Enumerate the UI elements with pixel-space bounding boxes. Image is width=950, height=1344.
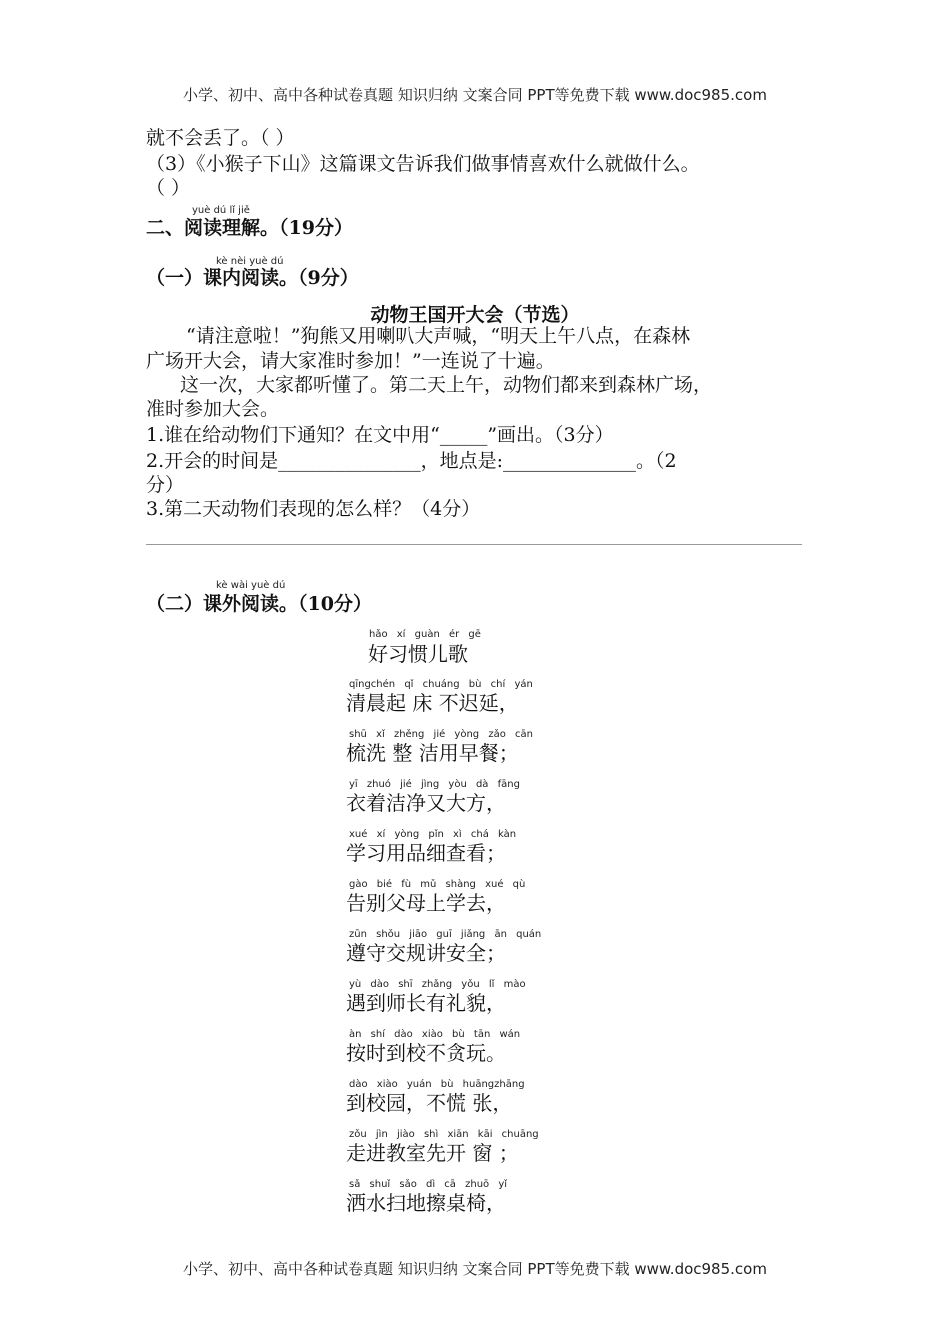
question-line: 分）	[146, 474, 185, 496]
question-line: （ ）	[146, 177, 191, 199]
poem-line: 到校园，不慌 张，	[346, 1091, 513, 1115]
poem-line: 走进教室先开 窗 ；	[346, 1141, 519, 1165]
poem-line: 按时到校不贪玩。	[346, 1041, 506, 1065]
poem-title: 好习惯儿歌	[368, 642, 468, 666]
passage-line: 这一次，大家都听懂了。第二天上午，动物们都来到森林广场，	[180, 374, 713, 396]
pinyin-annotation: xué xí yòng pǐn xì chá kàn	[349, 829, 517, 840]
subsection-heading: （二）课外阅读。（10分）	[146, 593, 372, 615]
pinyin-annotation: shū xǐ zhěng jié yòng zǎo cān	[349, 729, 533, 740]
question-line: 就不会丢了。（ ）	[146, 127, 295, 149]
section-heading: 二、阅读理解。（19分）	[146, 217, 353, 239]
question-line: 1.谁在给动物们下通知？在文中用“_____”画出。（3分）	[146, 424, 614, 446]
question-line: 3.第二天动物们表现的怎么样？（4分）	[146, 498, 481, 520]
poem-line: 衣着洁净又大方，	[346, 791, 506, 815]
poem-line: 清晨起 床 不迟延，	[346, 691, 519, 715]
passage-line: 准时参加大会。	[146, 398, 280, 420]
pinyin-annotation: kè nèi yuè dú	[216, 256, 284, 267]
poem-line: 洒水扫地擦桌椅，	[346, 1191, 506, 1215]
poem-line: 告别父母上学去，	[346, 891, 506, 915]
pinyin-annotation: yuè dú lǐ jiě	[192, 205, 250, 216]
pinyin-annotation: qīngchén qǐ chuáng bù chí yán	[349, 679, 533, 690]
pinyin-annotation: sǎ shuǐ sǎo dì cā zhuō yǐ	[349, 1179, 508, 1190]
passage-title: 动物王国开大会（节选）	[370, 304, 580, 326]
pinyin-annotation: zǒu jìn jiào shì xiān kāi chuāng	[349, 1129, 539, 1140]
pinyin-annotation: àn shí dào xiào bù tān wán	[349, 1029, 521, 1040]
pinyin-annotation: yī zhuó jié jìng yòu dà fāng	[349, 779, 520, 790]
page-header: 小学、初中、高中各种试卷真题 知识归纳 文案合同 PPT等免费下载 www.doc985.com	[183, 86, 767, 104]
poem-line: 学习用品细查看；	[346, 841, 506, 865]
poem-line: 遇到师长有礼貌，	[346, 991, 506, 1015]
question-line: （3）《小猴子下山》这篇课文告诉我们做事情喜欢什么就做什么。	[146, 153, 700, 175]
passage-line: “请注意啦！”狗熊又用喇叭大声喊，“明天上午八点，在森林	[186, 325, 691, 347]
pinyin-annotation: gào bié fù mǔ shàng xué qù	[349, 879, 526, 890]
passage-line: 广场开大会，请大家准时参加！”一连说了十遍。	[146, 350, 555, 372]
pinyin-annotation: zūn shǒu jiāo guī jiǎng ān quán	[349, 929, 542, 940]
page-footer: 小学、初中、高中各种试卷真题 知识归纳 文案合同 PPT等免费下载 www.doc985.com	[183, 1260, 767, 1278]
pinyin-annotation: kè wài yuè dú	[216, 580, 286, 591]
pinyin-annotation: hǎo xí guàn ér gē	[369, 629, 481, 640]
poem-line: 梳洗 整 洁用早餐；	[346, 741, 519, 765]
pinyin-annotation: dào xiào yuán bù huāngzhāng	[349, 1079, 525, 1090]
subsection-heading: （一）课内阅读。（9分）	[146, 267, 359, 289]
poem-line: 遵守交规讲安全；	[346, 941, 506, 965]
pinyin-annotation: yù dào shī zhǎng yǒu lǐ mào	[349, 979, 526, 990]
answer-line	[146, 544, 802, 545]
question-line: 2.开会的时间是_______________，地点是:______________。（2	[146, 450, 677, 472]
